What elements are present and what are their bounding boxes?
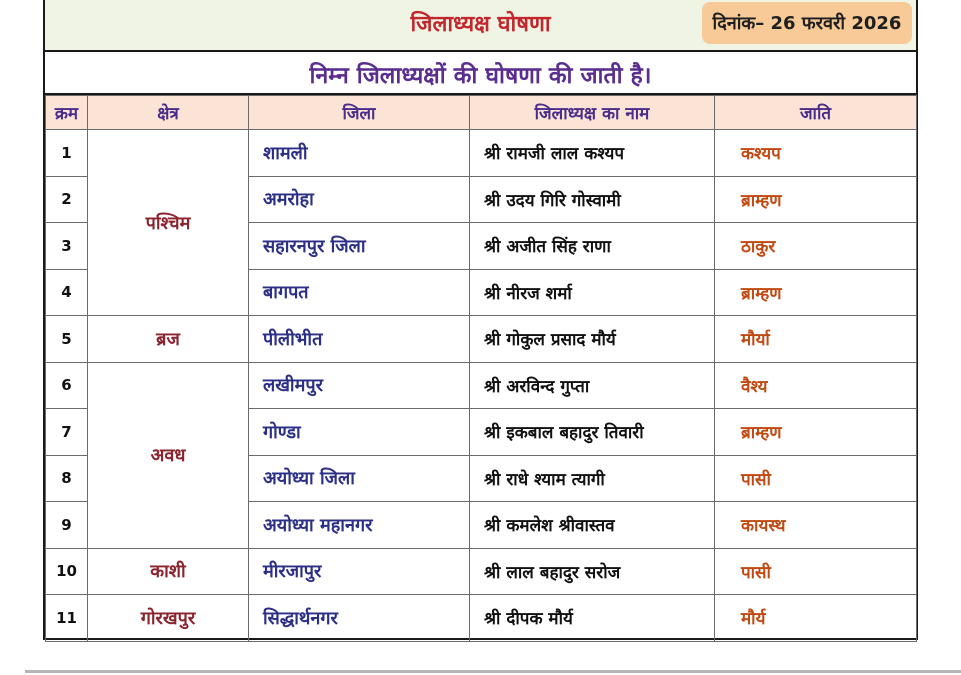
caste-cell: पासी bbox=[715, 548, 917, 595]
row-serial: 3 bbox=[46, 223, 88, 270]
caste-cell: ब्राम्हण bbox=[715, 269, 917, 316]
district-cell: शामली bbox=[249, 130, 470, 177]
district-cell: अमरोहा bbox=[249, 176, 470, 223]
president-cell: श्री राधे श्याम त्यागी bbox=[470, 455, 715, 502]
president-cell: श्री अजीत सिंह राणा bbox=[470, 223, 715, 270]
caste-cell: वैश्य bbox=[715, 362, 917, 409]
president-cell: श्री दीपक मौर्य bbox=[470, 595, 715, 642]
header-bar bbox=[45, 0, 916, 52]
caste-cell: कायस्थ bbox=[715, 502, 917, 549]
district-cell: बागपत bbox=[249, 269, 470, 316]
president-cell: श्री अरविन्द गुप्ता bbox=[470, 362, 715, 409]
district-cell: लखीमपुर bbox=[249, 362, 470, 409]
subtitle: निम्न जिलाध्यक्षों की घोषणा की जाती है। bbox=[309, 63, 652, 89]
subtitle-bar bbox=[45, 52, 916, 95]
table-header-row bbox=[46, 96, 917, 130]
table-row bbox=[46, 548, 917, 595]
column-header-caste: जाति bbox=[715, 96, 917, 130]
region-cell: गोरखपुर bbox=[88, 595, 249, 642]
district-cell: अयोध्या जिला bbox=[249, 455, 470, 502]
caste-cell: ब्राम्हण bbox=[715, 409, 917, 456]
row-serial: 11 bbox=[46, 595, 88, 642]
caste-cell: मौर्या bbox=[715, 316, 917, 363]
date-badge: दिनांक– 26 फरवरी 2026 bbox=[702, 2, 912, 44]
caste-cell: मौर्य bbox=[715, 595, 917, 642]
row-serial: 6 bbox=[46, 362, 88, 409]
president-cell: श्री लाल बहादुर सरोज bbox=[470, 548, 715, 595]
table-row bbox=[46, 362, 917, 409]
district-president-table bbox=[45, 95, 917, 642]
president-cell: श्री नीरज शर्मा bbox=[470, 269, 715, 316]
row-serial: 10 bbox=[46, 548, 88, 595]
president-cell: श्री गोकुल प्रसाद मौर्य bbox=[470, 316, 715, 363]
announcement-sheet bbox=[43, 0, 918, 640]
president-cell: श्री रामजी लाल कश्यप bbox=[470, 130, 715, 177]
column-header-region: क्षेत्र bbox=[88, 96, 249, 130]
row-serial: 4 bbox=[46, 269, 88, 316]
caste-cell: पासी bbox=[715, 455, 917, 502]
president-cell: श्री इकबाल बहादुर तिवारी bbox=[470, 409, 715, 456]
row-serial: 2 bbox=[46, 176, 88, 223]
row-serial: 7 bbox=[46, 409, 88, 456]
column-header-president: जिलाध्यक्ष का नाम bbox=[470, 96, 715, 130]
district-cell: पीलीभीत bbox=[249, 316, 470, 363]
district-cell: गोण्डा bbox=[249, 409, 470, 456]
table-row bbox=[46, 316, 917, 363]
row-serial: 1 bbox=[46, 130, 88, 177]
row-serial: 8 bbox=[46, 455, 88, 502]
district-cell: अयोध्या महानगर bbox=[249, 502, 470, 549]
president-cell: श्री कमलेश श्रीवास्तव bbox=[470, 502, 715, 549]
president-cell: श्री उदय गिरि गोस्वामी bbox=[470, 176, 715, 223]
district-cell: सिद्धार्थनगर bbox=[249, 595, 470, 642]
district-cell: सहारनपुर जिला bbox=[249, 223, 470, 270]
page-bottom-divider bbox=[25, 670, 961, 673]
region-cell: काशी bbox=[88, 548, 249, 595]
caste-cell: ब्राम्हण bbox=[715, 176, 917, 223]
caste-cell: कश्यप bbox=[715, 130, 917, 177]
column-header-district: जिला bbox=[249, 96, 470, 130]
page-title: जिलाध्यक्ष घोषणा bbox=[410, 12, 551, 37]
table-row bbox=[46, 595, 917, 642]
row-serial: 9 bbox=[46, 502, 88, 549]
district-cell: मीरजापुर bbox=[249, 548, 470, 595]
region-cell: ब्रज bbox=[88, 316, 249, 363]
caste-cell: ठाकुर bbox=[715, 223, 917, 270]
region-cell: पश्चिम bbox=[88, 130, 249, 316]
table-row bbox=[46, 130, 917, 177]
region-cell: अवध bbox=[88, 362, 249, 548]
row-serial: 5 bbox=[46, 316, 88, 363]
column-header-serial: क्रम bbox=[46, 96, 88, 130]
